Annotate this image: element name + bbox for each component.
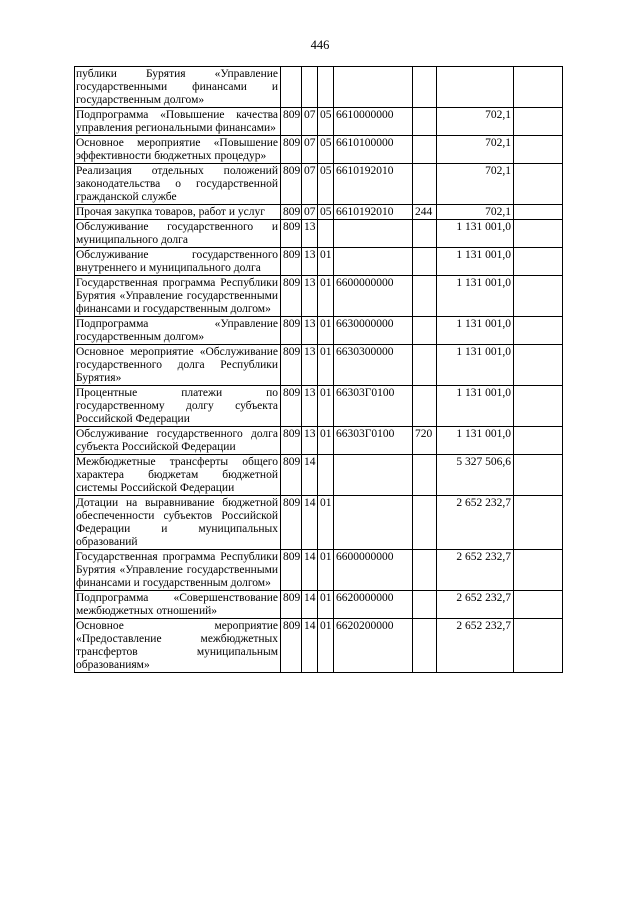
target-article-cell bbox=[334, 496, 413, 550]
table-row bbox=[75, 455, 563, 496]
extra-cell bbox=[514, 550, 563, 591]
ministry-code-cell: 809 bbox=[281, 108, 302, 136]
extra-cell bbox=[514, 164, 563, 205]
subsection-code-cell: 01 bbox=[318, 345, 334, 386]
ministry-code-cell: 809 bbox=[281, 591, 302, 619]
extra-cell bbox=[514, 496, 563, 550]
amount-cell: 1 131 001,0 bbox=[437, 386, 514, 427]
target-article-cell: 6630300000 bbox=[334, 345, 413, 386]
subsection-code-cell: 05 bbox=[318, 205, 334, 220]
amount-cell: 1 131 001,0 bbox=[437, 345, 514, 386]
section-code-cell: 13 bbox=[302, 248, 318, 276]
ministry-code-cell: 809 bbox=[281, 619, 302, 673]
target-article-cell bbox=[334, 248, 413, 276]
expense-type-cell bbox=[413, 455, 437, 496]
table-row bbox=[75, 591, 563, 619]
expense-type-cell bbox=[413, 248, 437, 276]
subsection-code-cell: 01 bbox=[318, 550, 334, 591]
target-article-cell: 6630000000 bbox=[334, 317, 413, 345]
subsection-code-cell: 01 bbox=[318, 317, 334, 345]
row-name-cell: Обслуживание государственного внутреннего и муниципального долга bbox=[75, 248, 281, 276]
expense-type-cell bbox=[413, 164, 437, 205]
section-code-cell: 07 bbox=[302, 164, 318, 205]
amount-cell: 2 652 232,7 bbox=[437, 550, 514, 591]
section-code-cell: 13 bbox=[302, 220, 318, 248]
ministry-code-cell: 809 bbox=[281, 386, 302, 427]
ministry-code-cell: 809 bbox=[281, 427, 302, 455]
extra-cell bbox=[514, 248, 563, 276]
section-code-cell: 13 bbox=[302, 276, 318, 317]
row-name-cell: Основное мероприятие «Предоставление межбюджетных трансфертов муниципальным образованиям» bbox=[75, 619, 281, 673]
table-row bbox=[75, 619, 563, 673]
target-article-cell bbox=[334, 67, 413, 108]
amount-cell: 5 327 506,6 bbox=[437, 455, 514, 496]
row-name-cell: Основное мероприятие «Повышение эффективности бюджетных процедур» bbox=[75, 136, 281, 164]
ministry-code-cell: 809 bbox=[281, 345, 302, 386]
ministry-code-cell: 809 bbox=[281, 164, 302, 205]
subsection-code-cell: 05 bbox=[318, 136, 334, 164]
expense-type-cell bbox=[413, 220, 437, 248]
row-name-cell: Обслуживание государственного долга субъекта Российской Федерации bbox=[75, 427, 281, 455]
subsection-code-cell: 01 bbox=[318, 248, 334, 276]
expense-type-cell bbox=[413, 67, 437, 108]
subsection-code-cell bbox=[318, 220, 334, 248]
section-code-cell: 07 bbox=[302, 108, 318, 136]
row-name-cell: Процентные платежи по государственному долгу субъекта Российской Федерации bbox=[75, 386, 281, 427]
table-row bbox=[75, 496, 563, 550]
expense-type-cell bbox=[413, 591, 437, 619]
target-article-cell: 6620200000 bbox=[334, 619, 413, 673]
section-code-cell: 07 bbox=[302, 136, 318, 164]
amount-cell: 1 131 001,0 bbox=[437, 276, 514, 317]
subsection-code-cell: 05 bbox=[318, 108, 334, 136]
row-name-cell: Подпрограмма «Управление государственным долгом» bbox=[75, 317, 281, 345]
target-article-cell: 6600000000 bbox=[334, 550, 413, 591]
amount-cell: 702,1 bbox=[437, 136, 514, 164]
expense-type-cell bbox=[413, 276, 437, 317]
target-article-cell: 6610192010 bbox=[334, 164, 413, 205]
target-article-cell: 6610000000 bbox=[334, 108, 413, 136]
target-article-cell: 66303Г0100 bbox=[334, 386, 413, 427]
table-row bbox=[75, 317, 563, 345]
extra-cell bbox=[514, 108, 563, 136]
extra-cell bbox=[514, 345, 563, 386]
row-name-cell: Государственная программа Республики Бурятия «Управление государственными финансами и государственным долгом» bbox=[75, 276, 281, 317]
target-article-cell: 6600000000 bbox=[334, 276, 413, 317]
expense-type-cell bbox=[413, 317, 437, 345]
row-name-cell: Подпрограмма «Совершенствование межбюджетных отношений» bbox=[75, 591, 281, 619]
subsection-code-cell: 01 bbox=[318, 427, 334, 455]
table-row bbox=[75, 108, 563, 136]
section-code-cell: 14 bbox=[302, 619, 318, 673]
subsection-code-cell: 01 bbox=[318, 496, 334, 550]
target-article-cell bbox=[334, 220, 413, 248]
table-row bbox=[75, 386, 563, 427]
row-name-cell: Подпрограмма «Повышение качества управления региональными финансами» bbox=[75, 108, 281, 136]
row-name-cell: Обслуживание государственного и муниципального долга bbox=[75, 220, 281, 248]
subsection-code-cell: 01 bbox=[318, 276, 334, 317]
section-code-cell: 14 bbox=[302, 496, 318, 550]
expense-type-cell bbox=[413, 386, 437, 427]
section-code-cell: 13 bbox=[302, 427, 318, 455]
expense-type-cell bbox=[413, 345, 437, 386]
extra-cell bbox=[514, 455, 563, 496]
ministry-code-cell: 809 bbox=[281, 550, 302, 591]
extra-cell bbox=[514, 427, 563, 455]
subsection-code-cell: 01 bbox=[318, 619, 334, 673]
table-row bbox=[75, 164, 563, 205]
section-code-cell: 14 bbox=[302, 550, 318, 591]
ministry-code-cell bbox=[281, 67, 302, 108]
table-row bbox=[75, 67, 563, 108]
table-body bbox=[75, 67, 563, 673]
amount-cell: 2 652 232,7 bbox=[437, 591, 514, 619]
section-code-cell: 07 bbox=[302, 205, 318, 220]
section-code-cell: 13 bbox=[302, 345, 318, 386]
budget-table bbox=[74, 66, 563, 673]
page-number: 446 bbox=[310, 38, 330, 52]
target-article-cell: 66303Г0100 bbox=[334, 427, 413, 455]
table-row bbox=[75, 220, 563, 248]
table-row bbox=[75, 205, 563, 220]
section-code-cell: 13 bbox=[302, 386, 318, 427]
table-row bbox=[75, 136, 563, 164]
subsection-code-cell bbox=[318, 67, 334, 108]
section-code-cell: 14 bbox=[302, 591, 318, 619]
section-code-cell: 13 bbox=[302, 317, 318, 345]
ministry-code-cell: 809 bbox=[281, 276, 302, 317]
row-name-cell: Государственная программа Республики Бурятия «Управление государственными финансами и государственным долгом» bbox=[75, 550, 281, 591]
amount-cell: 702,1 bbox=[437, 108, 514, 136]
expense-type-cell bbox=[413, 136, 437, 164]
section-code-cell: 14 bbox=[302, 455, 318, 496]
amount-cell: 1 131 001,0 bbox=[437, 317, 514, 345]
amount-cell: 1 131 001,0 bbox=[437, 427, 514, 455]
table-row bbox=[75, 550, 563, 591]
expense-type-cell bbox=[413, 550, 437, 591]
row-name-cell: Основное мероприятие «Обслуживание государственного долга Республики Бурятия» bbox=[75, 345, 281, 386]
extra-cell bbox=[514, 276, 563, 317]
extra-cell bbox=[514, 205, 563, 220]
amount-cell: 1 131 001,0 bbox=[437, 248, 514, 276]
ministry-code-cell: 809 bbox=[281, 496, 302, 550]
target-article-cell: 6620000000 bbox=[334, 591, 413, 619]
table-row bbox=[75, 276, 563, 317]
amount-cell: 2 652 232,7 bbox=[437, 619, 514, 673]
expense-type-cell bbox=[413, 108, 437, 136]
row-name-cell: Межбюджетные трансферты общего характера бюджетам бюджетной системы Российской Федерации bbox=[75, 455, 281, 496]
amount-cell: 702,1 bbox=[437, 205, 514, 220]
section-code-cell bbox=[302, 67, 318, 108]
table-row bbox=[75, 345, 563, 386]
expense-type-cell bbox=[413, 619, 437, 673]
row-name-cell: Реализация отдельных положений законодательства о государственной гражданской службе bbox=[75, 164, 281, 205]
extra-cell bbox=[514, 386, 563, 427]
row-name-cell: Дотации на выравнивание бюджетной обеспеченности субъектов Российской Федерации и муниципальных образований bbox=[75, 496, 281, 550]
ministry-code-cell: 809 bbox=[281, 220, 302, 248]
target-article-cell: 6610100000 bbox=[334, 136, 413, 164]
row-name-cell: публики Бурятия «Управление государственными финансами и государственным долгом» bbox=[75, 67, 281, 108]
amount-cell: 702,1 bbox=[437, 164, 514, 205]
extra-cell bbox=[514, 220, 563, 248]
table-row bbox=[75, 248, 563, 276]
ministry-code-cell: 809 bbox=[281, 248, 302, 276]
target-article-cell bbox=[334, 455, 413, 496]
extra-cell bbox=[514, 317, 563, 345]
expense-type-cell bbox=[413, 496, 437, 550]
ministry-code-cell: 809 bbox=[281, 317, 302, 345]
expense-type-cell: 244 bbox=[413, 205, 437, 220]
extra-cell bbox=[514, 136, 563, 164]
amount-cell: 1 131 001,0 bbox=[437, 220, 514, 248]
ministry-code-cell: 809 bbox=[281, 205, 302, 220]
extra-cell bbox=[514, 67, 563, 108]
expense-type-cell: 720 bbox=[413, 427, 437, 455]
subsection-code-cell: 01 bbox=[318, 386, 334, 427]
ministry-code-cell: 809 bbox=[281, 136, 302, 164]
subsection-code-cell: 05 bbox=[318, 164, 334, 205]
table-row bbox=[75, 427, 563, 455]
amount-cell bbox=[437, 67, 514, 108]
extra-cell bbox=[514, 591, 563, 619]
subsection-code-cell: 01 bbox=[318, 591, 334, 619]
target-article-cell: 6610192010 bbox=[334, 205, 413, 220]
extra-cell bbox=[514, 619, 563, 673]
subsection-code-cell bbox=[318, 455, 334, 496]
amount-cell: 2 652 232,7 bbox=[437, 496, 514, 550]
ministry-code-cell: 809 bbox=[281, 455, 302, 496]
row-name-cell: Прочая закупка товаров, работ и услуг bbox=[75, 205, 281, 220]
